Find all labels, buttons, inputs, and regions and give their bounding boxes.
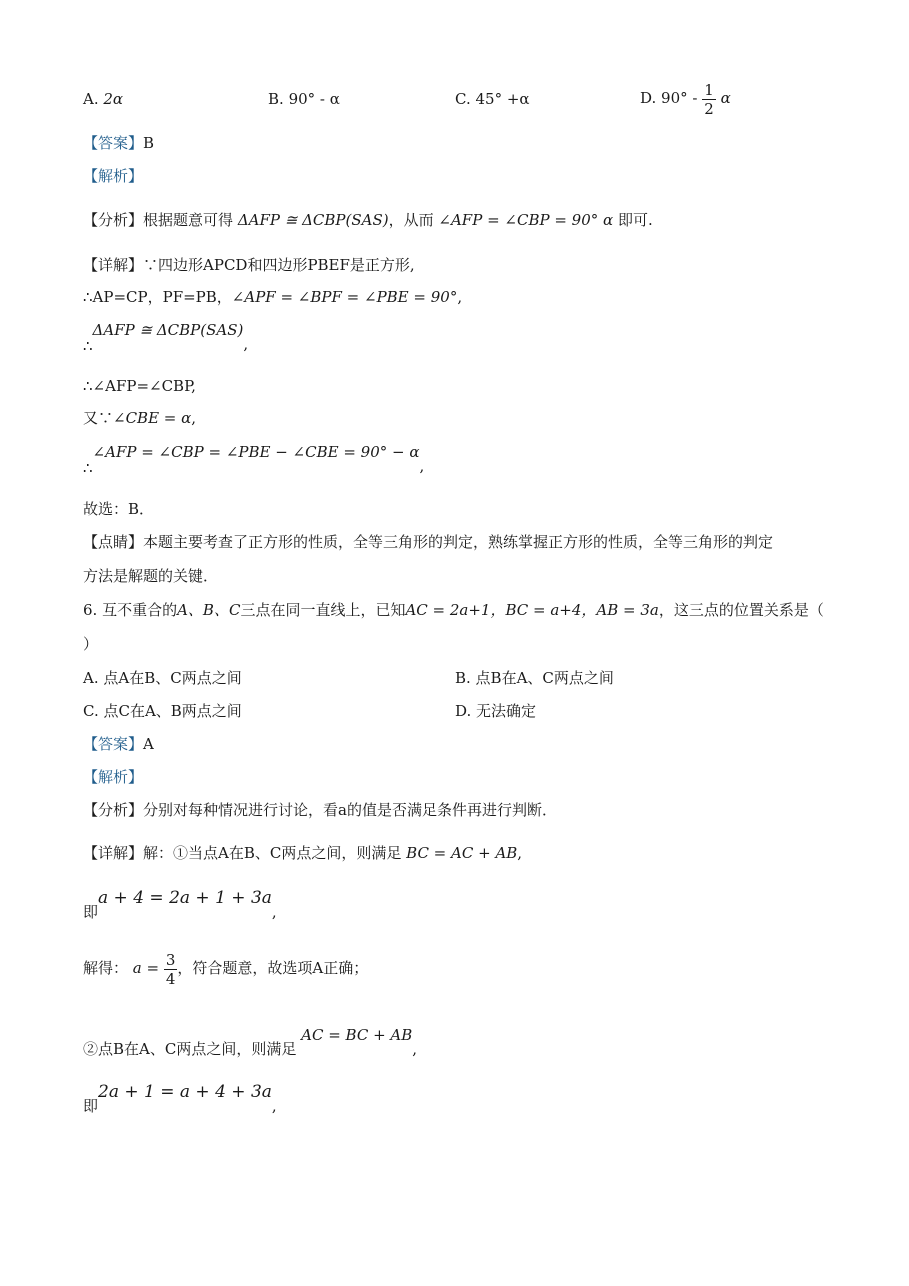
option-a: A. 2α bbox=[83, 90, 124, 108]
q6-analysis-heading: 【解析】 bbox=[83, 768, 144, 786]
xiangjie-line4: ∴∠AFP=∠CBP, bbox=[83, 377, 196, 395]
q6-stem-line1: 6. 互不重合的A、B、C三点在同一直线上，已知AC = 2a+1，BC = a+4，AB = 3a，这三点的位置关系是（ bbox=[83, 601, 824, 619]
q6-option-d: D. 无法确定 bbox=[455, 702, 537, 720]
q6-answer-line: 【答案】A bbox=[83, 735, 154, 753]
q6-option-c: C. 点C在A、B两点之间 bbox=[83, 702, 242, 720]
option-b: B. 90° - α bbox=[268, 90, 340, 108]
choose-line: 故选：B． bbox=[83, 500, 155, 518]
dianjing-line1: 【点睛】本题主要考查了正方形的性质，全等三角形的判定，熟练掌握正方形的性质，全等三角形的判定 bbox=[83, 533, 774, 551]
fraction-three-quarters: $\frac{3}{4}$ bbox=[165, 950, 176, 988]
option-b-text: 90° - α bbox=[288, 90, 340, 108]
q6-case1-line: 【详解】解：①当点A在B、C两点之间，则满足 BC = AC + AB, bbox=[83, 844, 523, 862]
option-c: C. 45° +α bbox=[455, 90, 530, 108]
q6-case2-line: ②点B在A、C两点之间，则满足 AC = BC + AB, bbox=[83, 1026, 418, 1058]
q6-ji1-line: 即a + 4 = 2a + 1 + 3a, bbox=[83, 888, 277, 921]
q6-fenxi-line: 【分析】分别对每种情况进行讨论，看a的值是否满足条件再进行判断． bbox=[83, 801, 557, 819]
q6-stem-line2: ） bbox=[83, 635, 99, 653]
q6-option-a: A. 点A在B、C两点之间 bbox=[83, 669, 242, 687]
analysis-heading: 【解析】 bbox=[83, 167, 144, 185]
fenxi-line: 【分析】根据题意可得 ΔAFP ≅ ΔCBP(SAS)，从而 ∠AFP = ∠CBP = 90° α 即可. bbox=[83, 211, 653, 229]
xiangjie-line5: 又∵∠CBE = α, bbox=[83, 409, 197, 427]
answer-line: 【答案】B bbox=[83, 134, 155, 152]
xiangjie-line2: ∴AP=CP，PF=PB，∠APF = ∠BPF = ∠PBE = 90°, bbox=[83, 288, 463, 306]
xiangjie-line1: 【详解】∵四边形APCD和四边形PBEF是正方形, bbox=[83, 256, 415, 274]
q6-jiede-line: 解得： a = $\frac{3}{4}$ ，符合题意，故选项A正确； bbox=[83, 950, 369, 988]
xiangjie-line3: ∴ΔAFP ≅ ΔCBP(SAS), bbox=[83, 321, 249, 355]
xiangjie-line6: ∴∠AFP = ∠CBP = ∠PBE − ∠CBE = 90° − α, bbox=[83, 443, 425, 477]
q6-ji2-line: 即2a + 1 = a + 4 + 3a, bbox=[83, 1082, 277, 1115]
fraction-half: $\frac{1}{2}$ bbox=[704, 80, 714, 118]
option-c-text: 45° +α bbox=[475, 90, 530, 108]
option-d: D. 90° - $\frac{1}{2}$ α bbox=[640, 80, 731, 118]
option-a-text: 2α bbox=[103, 90, 124, 108]
q6-option-b: B. 点B在A、C两点之间 bbox=[455, 669, 614, 687]
dianjing-line2: 方法是解题的关键． bbox=[83, 567, 219, 585]
